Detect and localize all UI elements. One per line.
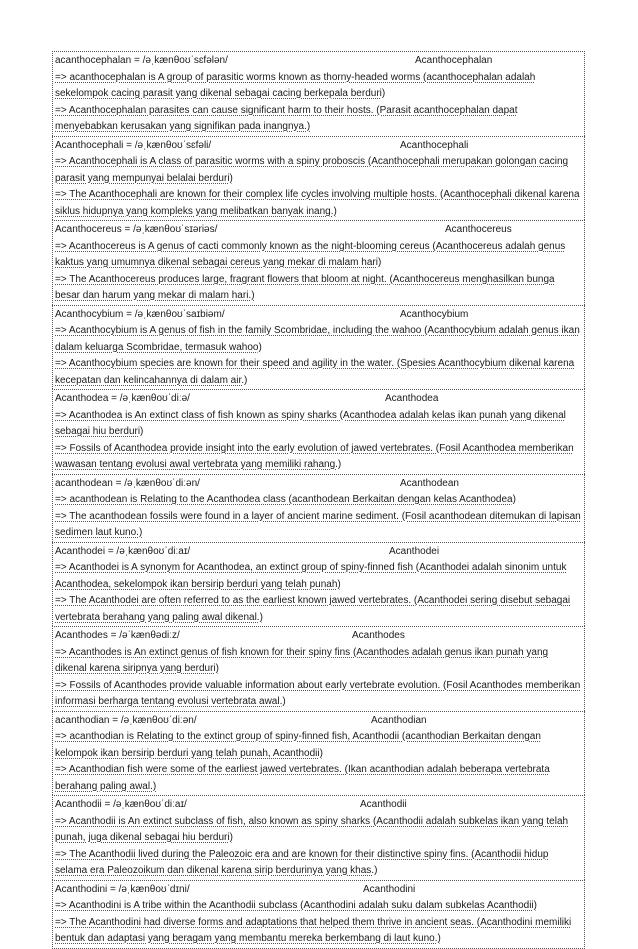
example: => Acanthodian fish were some of the earliest jawed vertebrates. (Ikan acanthodian adalah beberapa vertebrata berahang paling awal.) xyxy=(55,764,550,792)
example: => Acanthocephalan parasites can cause significant harm to their hosts. (Parasit acanthocephalan dapat menyebabkan kerusakan yang signifikan pada inangnya.) xyxy=(55,104,518,132)
pronunciation: acanthocephalan = /əˌkænθoʊˈsɛfələn/ xyxy=(55,55,228,66)
entry-header xyxy=(55,797,582,814)
pronunciation: Acanthodei = /əˌkænθoʊˈdiːaɪ/ xyxy=(55,545,191,557)
example: => The Acanthodini had diverse forms and adaptations that helped them thrive in ancient seas. (Acanthodini memiliki bentuk dan adaptasi yang beragam yang membantu mereka berkembang di laut kuno.) xyxy=(55,916,572,944)
pronunciation: Acanthodii = /əˌkænθoʊˈdiːaɪ/ xyxy=(55,799,187,810)
definition: => Acanthocybium is A genus of fish in the family Scombridae, including the wahoo (Acanthocybium adalah genus ikan dalam keluarga Scombridae, termasuk wahoo) xyxy=(55,325,580,353)
entry-acanthodes xyxy=(52,626,585,711)
pronunciation: Acanthocereus = /əˌkænθoʊˈsɪəriəs/ xyxy=(55,224,218,235)
entry-acanthodea xyxy=(52,389,585,474)
entry-acanthodini xyxy=(52,880,585,949)
example: => Acanthocybium species are known for their speed and agility in the water. (Spesies Acanthocybium dikenal karena kecepatan dan kelincahannya di dalam air.) xyxy=(55,358,575,386)
example: => The Acanthocephali are known for their complex life cycles involving multiple hosts. (Acanthocephali dikenal karena siklus hidupnya yang kompleks yang melibatkan banyak inang.) xyxy=(55,189,580,217)
headword: Acanthodean xyxy=(400,477,459,489)
headword: Acanthodii xyxy=(360,799,407,810)
pronunciation: Acanthodea = /əˌkænθoʊˈdiːə/ xyxy=(55,393,190,404)
headword: Acanthocybium xyxy=(400,308,469,320)
headword: Acanthodei xyxy=(389,545,440,557)
headword: Acanthodian xyxy=(371,714,427,726)
pronunciation: acanthodean = /əˌkænθoʊˈdiːən/ xyxy=(55,477,200,489)
definition: => Acanthodes is An extinct genus of fish known for their spiny fins (Acanthodes adalah genus ikan punah yang dikenal karena siripnya yang berduri) xyxy=(55,646,549,674)
entry-header xyxy=(55,882,582,899)
entry-acanthocephalan xyxy=(52,51,585,136)
entry-acanthodei xyxy=(52,542,585,627)
example: => The Acanthodii lived during the Paleozoic era and are known for their distinctive spiny fins. (Acanthodii hidup selama era Paleozoikum dan dikenal karena sirip berdurinya yang khas.) xyxy=(55,848,549,876)
pronunciation: Acanthodini = /əˌkænθoʊˈdɪni/ xyxy=(55,883,190,895)
definition: => Acanthodei is A synonym for Acanthodea, an extinct group of spiny-finned fish (Acanthodei adalah sinonim untuk Acanthodea, sekelompok ikan bersirip berduri yang telah punah) xyxy=(55,562,567,590)
entry-header xyxy=(55,222,582,239)
entry-header xyxy=(55,628,582,645)
definition: => Acanthodii is An extinct subclass of fish, also known as spiny sharks (Acanthodii adalah subkelas ikan yang telah punah, juga dikenal sebagai hiu berduri) xyxy=(55,815,569,843)
headword: Acanthodea xyxy=(385,393,439,404)
definition: => acanthodean is Relating to the Acanthodea class (acanthodean Berkaitan dengan kelas Acanthodea) xyxy=(55,494,516,505)
example: => The Acanthodei are often referred to as the earliest known jawed vertebrates. (Acanthodei sering disebut sebagai vertebrata berahang yang paling awal dikenal.) xyxy=(55,595,571,623)
example: => Fossils of Acanthodes provide valuable information about early vertebrate evolution. (Fosil Acanthodes memberikan informasi berharga tentang evolusi vertebrata awal.) xyxy=(55,679,581,707)
headword: Acanthocephali xyxy=(400,139,469,151)
dictionary-page xyxy=(52,51,585,949)
pronunciation: Acanthocephali = /əˌkænθoʊˈsɛfəli/ xyxy=(55,139,212,151)
entry-acanthocybium xyxy=(52,305,585,390)
entry-header xyxy=(55,138,582,155)
entry-header xyxy=(55,713,582,730)
definition: => Acanthocephali is A class of parasitic worms with a spiny proboscis (Acanthocephali merupakan golongan cacing parasit yang mempunyai belalai berduri) xyxy=(55,156,569,184)
definition: => Acanthodini is A tribe within the Acanthodii subclass (Acanthodini adalah suku dalam subkelas Acanthodii) xyxy=(55,900,537,911)
headword: Acanthocereus xyxy=(445,224,512,235)
entry-header xyxy=(55,544,582,561)
entry-header xyxy=(55,391,582,408)
entry-header xyxy=(55,307,582,324)
pronunciation: Acanthocybium = /əˌkænθoʊˈsaɪbiəm/ xyxy=(55,308,225,320)
definition: => Acanthodea is An extinct class of fish known as spiny sharks (Acanthodea adalah kelas ikan punah yang dikenal sebagai hiu berduri) xyxy=(55,409,566,437)
pronunciation: acanthodian = /əˌkænθoʊˈdiːən/ xyxy=(55,714,197,726)
headword: Acanthocephalan xyxy=(415,55,493,66)
pronunciation: Acanthodes = /əˈkænθədiːz/ xyxy=(55,630,180,641)
entry-acanthodian xyxy=(52,711,585,796)
entry-header xyxy=(55,53,582,70)
definition: => Acanthocereus is A genus of cacti commonly known as the night-blooming cereus (Acanthocereus adalah genus kaktus yang umumnya dikenal sebagai cereus yang mekar di malam hari) xyxy=(55,240,566,268)
example: => The acanthodean fossils were found in a layer of ancient marine sediment. (Fosil acanthodean ditemukan di lapisan sedimen laut kuno.) xyxy=(55,510,581,538)
entry-header xyxy=(55,476,582,493)
example: => The Acanthocereus produces large, fragrant flowers that bloom at night. (Acanthocereus menghasilkan bunga besar dan harum yang mekar di malam hari.) xyxy=(55,273,555,301)
definition: => acanthocephalan is A group of parasitic worms known as thorny-headed worms (acanthocephalan adalah sekelompok cacing parasit yang dikenal sebagai cacing berkepala berduri) xyxy=(55,71,536,99)
headword: Acanthodes xyxy=(352,630,405,641)
definition: => acanthodian is Relating to the extinct group of spiny-finned fish, Acanthodii (acanthodian Berkaitan dengan kelompok ikan bersirip berduri yang telah punah, Acanthodii) xyxy=(55,731,541,759)
example: => Fossils of Acanthodea provide insight into the early evolution of jawed vertebrates. (Fosil Acanthodea memberikan wawasan tentang evolusi awal vertebrata yang memiliki rahang.) xyxy=(55,442,574,470)
headword: Acanthodini xyxy=(363,883,416,895)
entry-acanthocereus xyxy=(52,220,585,305)
entry-acanthocephali xyxy=(52,136,585,221)
entry-acanthodii xyxy=(52,795,585,880)
entry-acanthodean xyxy=(52,474,585,542)
